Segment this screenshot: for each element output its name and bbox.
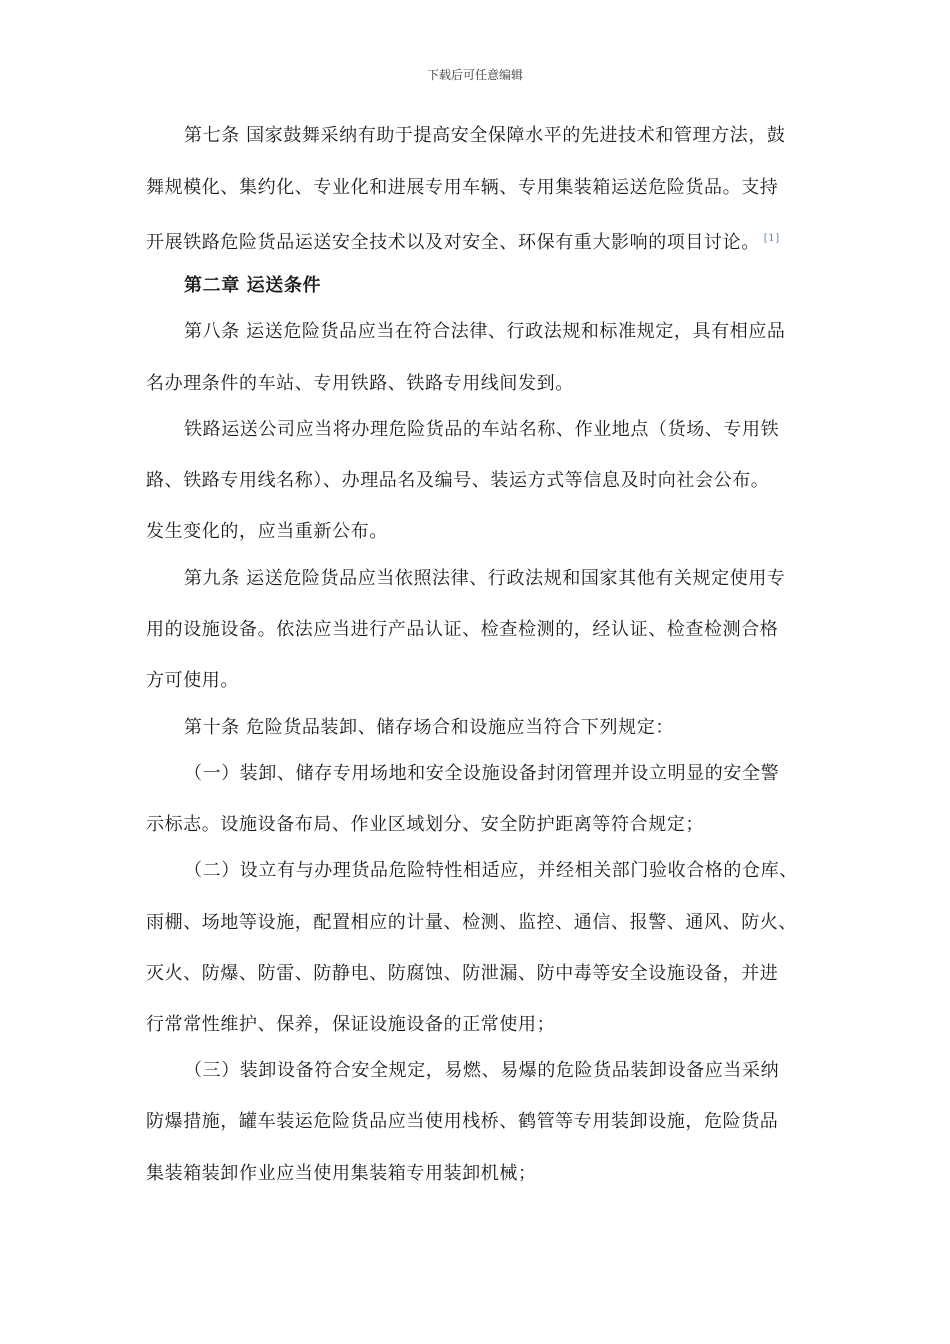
article-8-para-2-line-3: 发生变化的，应当重新公布。: [146, 521, 388, 542]
article-9-line-1: 第九条 运送危险货品应当依照法律、行政法规和国家其他有关规定使用专: [184, 568, 786, 589]
article-9-line-3: 方可使用。: [146, 670, 239, 691]
article-7-line-2: 舞规模化、集约化、专业化和进展专用车辆、专用集装箱运送危险货品。支持: [146, 177, 779, 198]
article-7-line-1: 第七条 国家鼓舞采纳有助于提高安全保障水平的先进技术和管理方法，鼓: [184, 125, 786, 146]
item-3-line-2: 防爆措施，罐车装运危险货品应当使用栈桥、鹤管等专用装卸设施，危险货品: [146, 1111, 779, 1132]
article-8-line-1: 第八条 运送危险货品应当在符合法律、行政法规和标准规定，具有相应品: [184, 321, 786, 342]
item-2-line-4: 行常常性维护、保养，保证设施设备的正常使用；: [146, 1014, 556, 1035]
article-10-line-1: 第十条 危险货品装卸、储存场合和设施应当符合下列规定：: [184, 717, 674, 738]
article-9-line-2: 用的设施设备。依法应当进行产品认证、检查检测的，经认证、检查检测合格: [146, 619, 779, 640]
article-7-line-3: [146, 227, 826, 255]
article-8-para-2-line-2: 路、铁路专用线名称）、办理品名及编号、装运方式等信息及时向社会公布。: [146, 470, 770, 491]
page-header: 下载后可任意编辑: [426, 68, 523, 82]
item-2-line-1: （二）设立有与办理货品危险特性相适应，并经相关部门验收合格的仓库、: [184, 860, 798, 881]
article-7-line-3-text: 开展铁路危险货品运送安全技术以及对安全、环保有重大影响的项目讨论。: [146, 232, 760, 253]
item-1-line-1: （一）装卸、储存专用场地和安全设施设备封闭管理并设立明显的安全警: [184, 763, 780, 784]
item-2-line-3: 灭火、防爆、防雷、防静电、防腐蚀、防泄漏、防中毒等安全设施设备，并进: [146, 963, 779, 984]
item-3-line-3: 集装箱装卸作业应当使用集装箱专用装卸机械；: [146, 1163, 537, 1184]
article-8-para-2-line-1: 铁路运送公司应当将办理危险货品的车站名称、作业地点（货场、专用铁: [184, 419, 780, 440]
item-1-line-2: 示标志。设施设备布局、作业区域划分、安全防护距离等符合规定；: [146, 814, 704, 835]
item-2-line-2: 雨棚、场地等设施，配置相应的计量、检测、监控、通信、报警、通风、防火、: [146, 912, 797, 933]
chapter-2-heading: 第二章 运送条件: [184, 275, 322, 296]
item-3-line-1: （三）装卸设备符合安全规定，易燃、易爆的危险货品装卸设备应当采纳: [184, 1060, 780, 1081]
article-8-line-2: 名办理条件的车站、专用铁路、铁路专用线间发到。: [146, 373, 574, 394]
footnote-reference[interactable]: [1]: [763, 233, 780, 244]
